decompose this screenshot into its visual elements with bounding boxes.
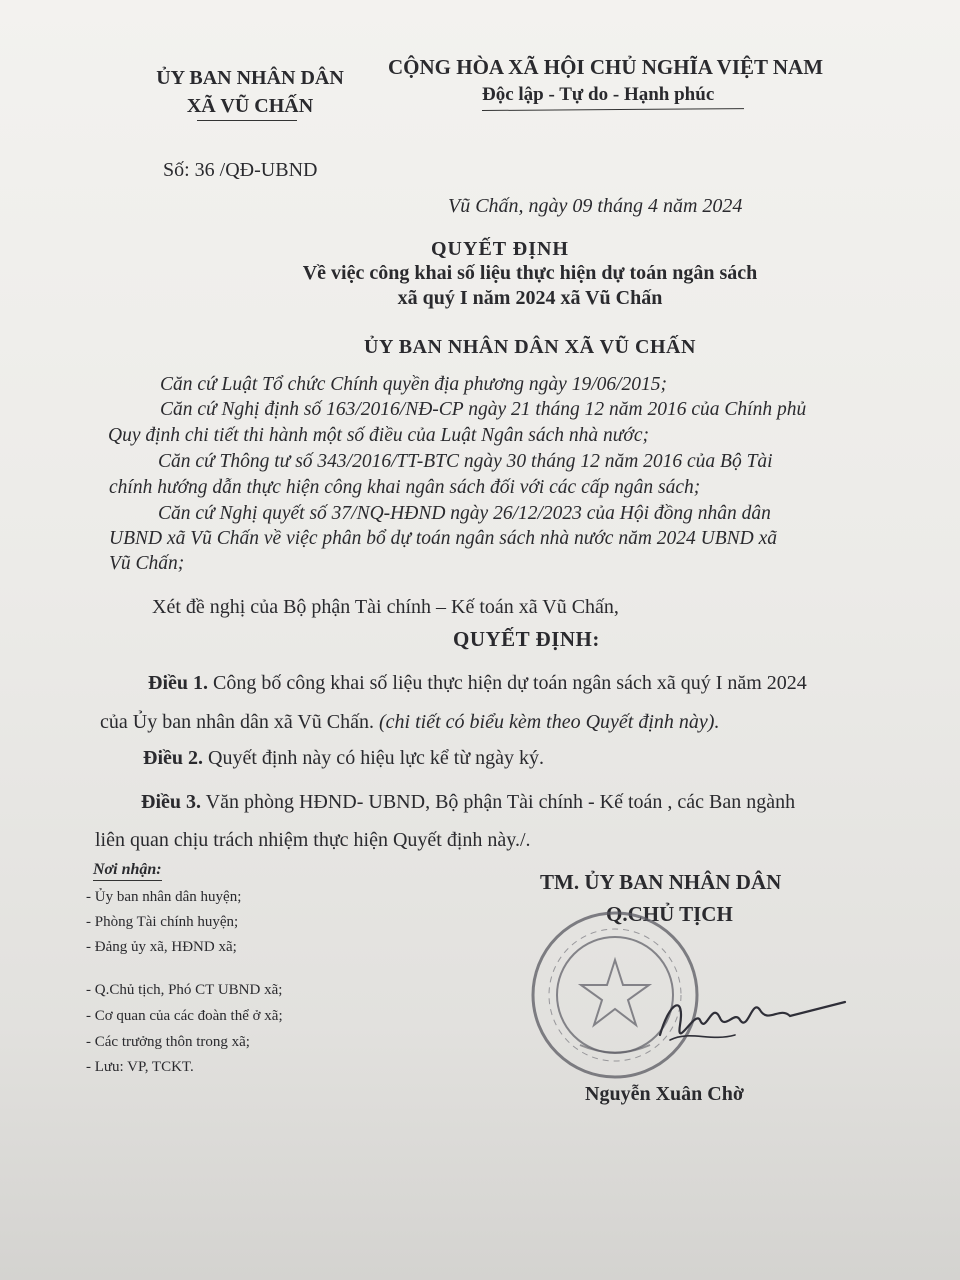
article-3-text: Văn phòng HĐND- UBND, Bộ phận Tài chính - Kế toán , các Ban ngành: [205, 791, 796, 813]
recipient-item: - Các trưởng thôn trong xã;: [86, 1034, 250, 1050]
handwritten-signature-icon: [640, 980, 850, 1060]
recipients-heading: Nơi nhận:: [93, 860, 162, 881]
agency-commune: XÃ VŨ CHẤN: [186, 95, 314, 117]
document-subject-line2: xã quý I năm 2024 xã Vũ Chấn: [397, 287, 663, 309]
recipient-item: - Cơ quan của các đoàn thể ở xã;: [86, 1008, 283, 1024]
basis-line: Vũ Chấn;: [109, 553, 185, 574]
agency-underline: [197, 120, 297, 121]
signer-name: Nguyễn Xuân Chờ: [585, 1083, 744, 1105]
article-1: [148, 668, 807, 698]
article-1-label: Điều 1.: [148, 672, 208, 694]
basis-line: Căn cứ Thông tư số 343/2016/TT-BTC ngày 30 tháng 12 năm 2016 của Bộ Tài: [158, 451, 773, 472]
article-1-text: Công bố công khai số liệu thực hiện dự toán ngân sách xã quý I năm 2024: [213, 672, 807, 694]
basis-line: Quy định chi tiết thi hành một số điều của Luật Ngân sách nhà nước;: [108, 425, 649, 446]
signature-position: Q.CHỦ TỊCH: [606, 902, 733, 926]
issuing-agency: [150, 64, 350, 120]
document-number: Số: 36 /QĐ-UBND: [163, 159, 318, 181]
basis-line: Căn cứ Nghị quyết số 37/NQ-HĐND ngày 26/12/2023 của Hội đồng nhân dân: [158, 503, 771, 524]
article-2: [143, 743, 544, 773]
document-subject-line1: Về việc công khai số liệu thực hiện dự toán ngân sách: [302, 262, 758, 284]
recipient-item: - Lưu: VP, TCKT.: [86, 1059, 194, 1075]
document-type: QUYẾT ĐỊNH: [431, 238, 569, 260]
article-3: [141, 787, 795, 817]
article-3-continuation: liên quan chịu trách nhiệm thực hiện Quyết định này./.: [95, 829, 531, 851]
article-2-text: Quyết định này có hiệu lực kể từ ngày ký.: [208, 747, 545, 769]
national-title: CỘNG HÒA XÃ HỘI CHỦ NGHĨA VIỆT NAM: [388, 55, 824, 79]
recipient-item: - Ủy ban nhân dân huyện;: [86, 889, 242, 905]
article-1-continuation: [100, 707, 719, 737]
recipient-item: - Q.Chủ tịch, Phó CT UBND xã;: [86, 982, 283, 998]
article-1-note: (chi tiết có biểu kèm theo Quyết định này).: [379, 711, 720, 733]
basis-line: Căn cứ Nghị định số 163/2016/NĐ-CP ngày 21 tháng 12 năm 2016 của Chính phủ: [160, 399, 807, 420]
decision-heading: QUYẾT ĐỊNH:: [453, 627, 600, 651]
motto-underline: [482, 108, 744, 111]
agency-name: ỦY BAN NHÂN DÂN: [156, 67, 344, 89]
issuing-authority: ỦY BAN NHÂN DÂN XÃ VŨ CHẤN: [364, 336, 696, 358]
national-motto: Độc lập - Tự do - Hạnh phúc: [482, 84, 715, 105]
article-1-cont: của Ủy ban nhân dân xã Vũ Chấn.: [100, 711, 375, 733]
place-and-date: Vũ Chấn, ngày 09 tháng 4 năm 2024: [448, 195, 743, 217]
article-2-label: Điều 2.: [143, 747, 203, 769]
basis-line: chính hướng dẫn thực hiện công khai ngân sách đối với các cấp ngân sách;: [109, 477, 701, 498]
signature-title: TM. ỦY BAN NHÂN DÂN: [540, 870, 782, 894]
recipient-item: - Đảng ủy xã, HĐND xã;: [86, 939, 237, 955]
consideration-line: Xét đề nghị của Bộ phận Tài chính – Kế toán xã Vũ Chấn,: [152, 596, 619, 618]
basis-line: Căn cứ Luật Tổ chức Chính quyền địa phương ngày 19/06/2015;: [160, 374, 668, 395]
article-3-label: Điều 3.: [141, 791, 201, 813]
basis-line: UBND xã Vũ Chấn về việc phân bổ dự toán ngân sách nhà nước năm 2024 UBND xã: [109, 528, 778, 549]
recipient-item: - Phòng Tài chính huyện;: [86, 914, 239, 930]
